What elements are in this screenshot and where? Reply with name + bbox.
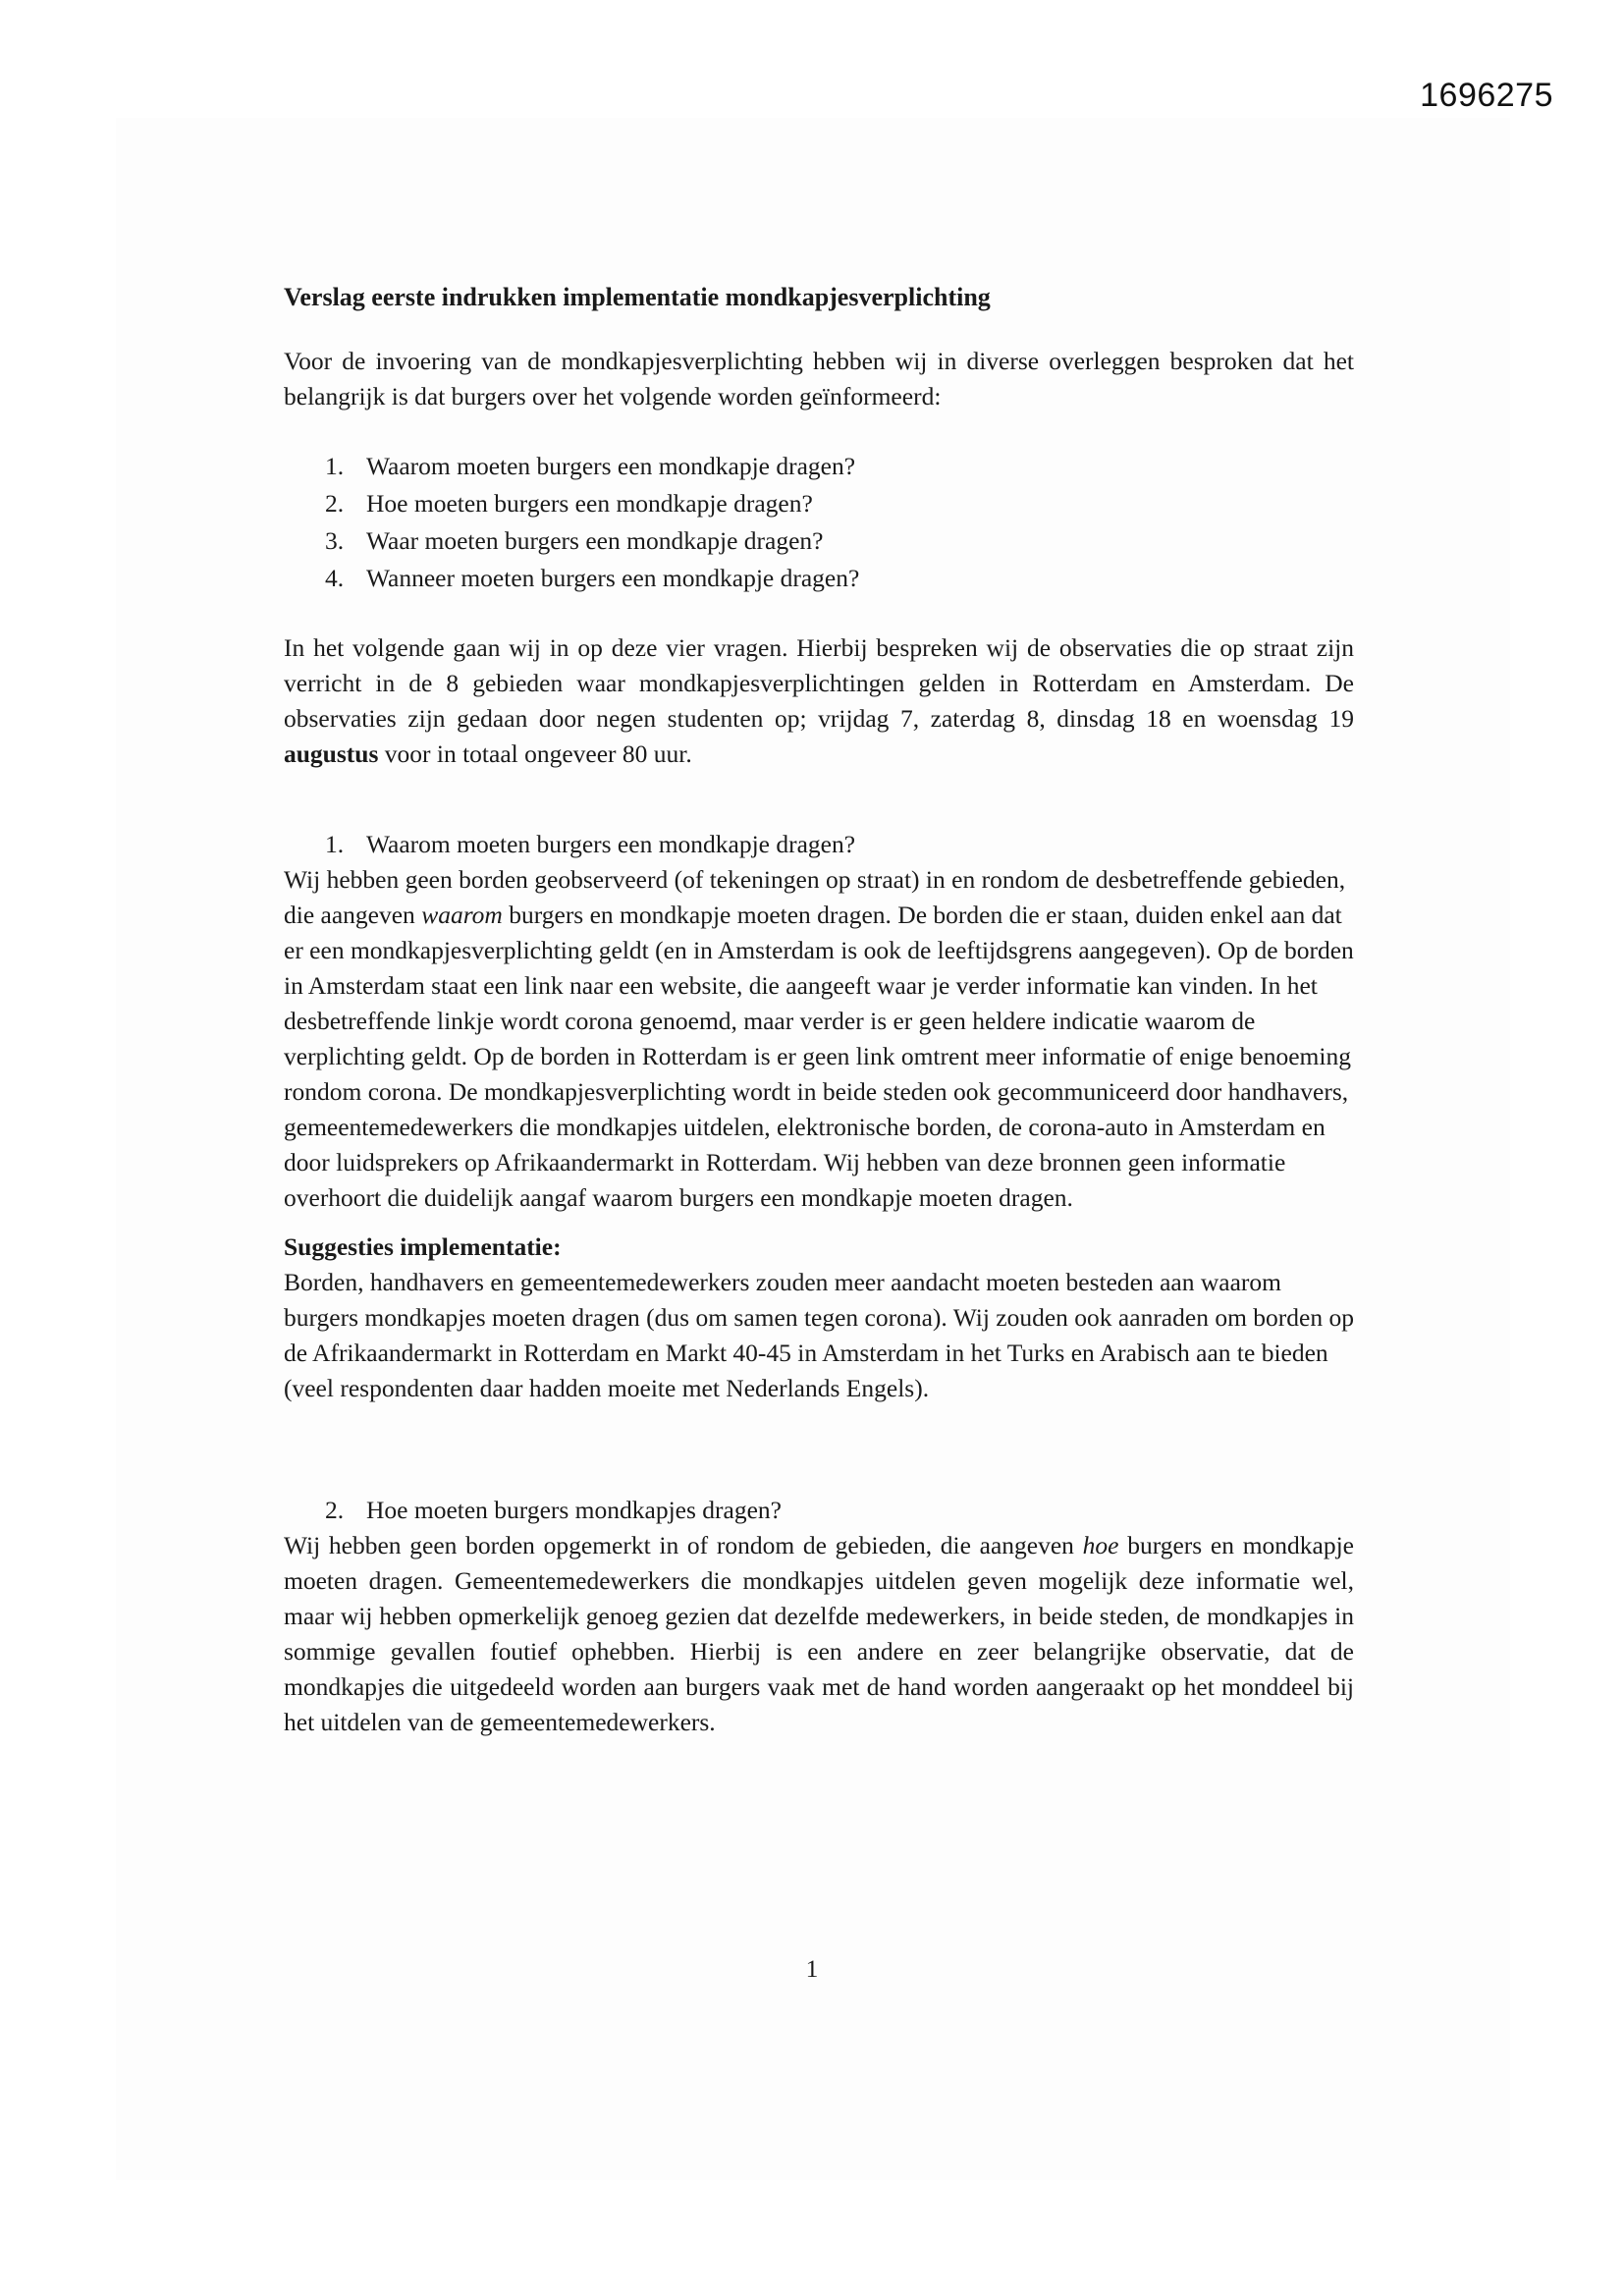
list-item-text: Waar moeten burgers een mondkapje dragen? bbox=[366, 526, 824, 555]
observations-month: augustus bbox=[284, 739, 379, 768]
section-2-text-end: burgers en mondkapje moeten dragen. Gemeentemedewerkers die mondkapjes uitdelen geven mogelijk deze informatie wel, maar wij hebben opmerkelijk genoeg gezien dat dezelfde medewerkers, in beide steden, de mondkapjes in sommige gevallen foutief ophebben. Hierbij is een andere en zeer belangrijke observatie, dat de mondkapjes die uitgedeeld worden aan burgers vaak met de hand worden aangeraakt op het monddeel bij het uitdelen van de gemeentemedewerkers. bbox=[284, 1531, 1354, 1736]
section-1-number: 1. bbox=[325, 830, 345, 858]
section-1-body bbox=[284, 862, 1354, 1216]
page-number: 1 bbox=[805, 1954, 819, 1983]
document-title: Verslag eerste indrukken implementatie mondkapjesverplichting bbox=[284, 283, 991, 311]
list-item bbox=[325, 560, 1354, 597]
list-item-text: Waarom moeten burgers een mondkapje dragen? bbox=[366, 452, 856, 480]
section-2-heading bbox=[284, 1493, 1354, 1528]
list-item-number: 1. bbox=[325, 452, 345, 480]
section-1-title: Waarom moeten burgers een mondkapje dragen? bbox=[366, 830, 856, 858]
list-item-text: Hoe moeten burgers een mondkapje dragen? bbox=[366, 489, 813, 518]
section-2-body bbox=[284, 1528, 1354, 1740]
document-id: 1696275 bbox=[1420, 77, 1553, 114]
section-2-title: Hoe moeten burgers mondkapjes dragen? bbox=[366, 1496, 782, 1524]
intro-paragraph: Voor de invoering van de mondkapjesverplichting hebben wij in diverse overleggen besproken dat het belangrijk is dat burgers over het volgende worden geïnformeerd: bbox=[284, 347, 1354, 410]
document-body bbox=[284, 280, 1354, 1740]
list-item-text: Wanneer moeten burgers een mondkapje dragen? bbox=[366, 564, 860, 592]
section-1-emphasis: waarom bbox=[421, 901, 503, 929]
list-item bbox=[325, 448, 1354, 485]
suggestions-heading: Suggesties implementatie: bbox=[284, 1232, 562, 1261]
observations-text: In het volgende gaan wij in op deze vier vragen. Hierbij bespreken wij de observaties die op straat zijn verricht in de 8 gebieden waar mondkapjesverplichtingen gelden in Rotterdam en Amsterdam. De observaties zijn gedaan door negen studenten op; vrijdag 7, zaterdag 8, dinsdag 18 en woensdag 19 bbox=[284, 633, 1354, 733]
list-item-number: 2. bbox=[325, 489, 345, 518]
section-1-heading bbox=[284, 827, 1354, 862]
question-list bbox=[284, 448, 1354, 597]
observations-paragraph bbox=[284, 630, 1354, 772]
observations-text-end: voor in totaal ongeveer 80 uur. bbox=[378, 739, 692, 768]
suggestions-body: Borden, handhavers en gemeentemedewerkers zouden meer aandacht moeten besteden aan waarom burgers mondkapjes moeten dragen (dus om samen tegen corona). Wij zouden ook aanraden om borden op de Afrikaandermarkt in Rotterdam en Markt 40-45 in Amsterdam in het Turks en Arabisch aan te bieden (veel respondenten daar hadden moeite met Nederlands Engels). bbox=[284, 1268, 1354, 1402]
section-1-text: Wij hebben geen borden geobserveerd (of tekeningen op straat) in en rondom de desbetreffende gebieden, die aangeven bbox=[284, 865, 1346, 929]
section-2-emphasis: hoe bbox=[1082, 1531, 1119, 1559]
section-1-text-end: burgers en mondkapje moeten dragen. De borden die er staan, duiden enkel aan dat er een mondkapjesverplichting geldt (en in Amsterdam is ook de leeftijdsgrens aangegeven). Op de borden in Amsterdam staat een link naar een website, die aangeeft waar je verder informatie kan vinden. In het desbetreffende linkje wordt corona genoemd, maar verder is er geen heldere indicatie waarom de verplichting geldt. Op de borden in Rotterdam is er geen link omtrent meer informatie of enige benoeming rondom corona. De mondkapjesverplichting wordt in beide steden ook gecommuniceerd door handhavers, gemeentemedewerkers die mondkapjes uitdelen, elektronische borden, de corona-auto in Amsterdam en door luidsprekers op Afrikaandermarkt in Rotterdam. Wij hebben van deze bronnen geen informatie overhoort die duidelijk aangaf waarom burgers een mondkapje moeten dragen. bbox=[284, 901, 1354, 1212]
section-2-number: 2. bbox=[325, 1496, 345, 1524]
list-item bbox=[325, 522, 1354, 560]
list-item-number: 4. bbox=[325, 564, 345, 592]
list-item bbox=[325, 485, 1354, 522]
section-2-text: Wij hebben geen borden opgemerkt in of rondom de gebieden, die aangeven bbox=[284, 1531, 1083, 1559]
list-item-number: 3. bbox=[325, 526, 345, 555]
